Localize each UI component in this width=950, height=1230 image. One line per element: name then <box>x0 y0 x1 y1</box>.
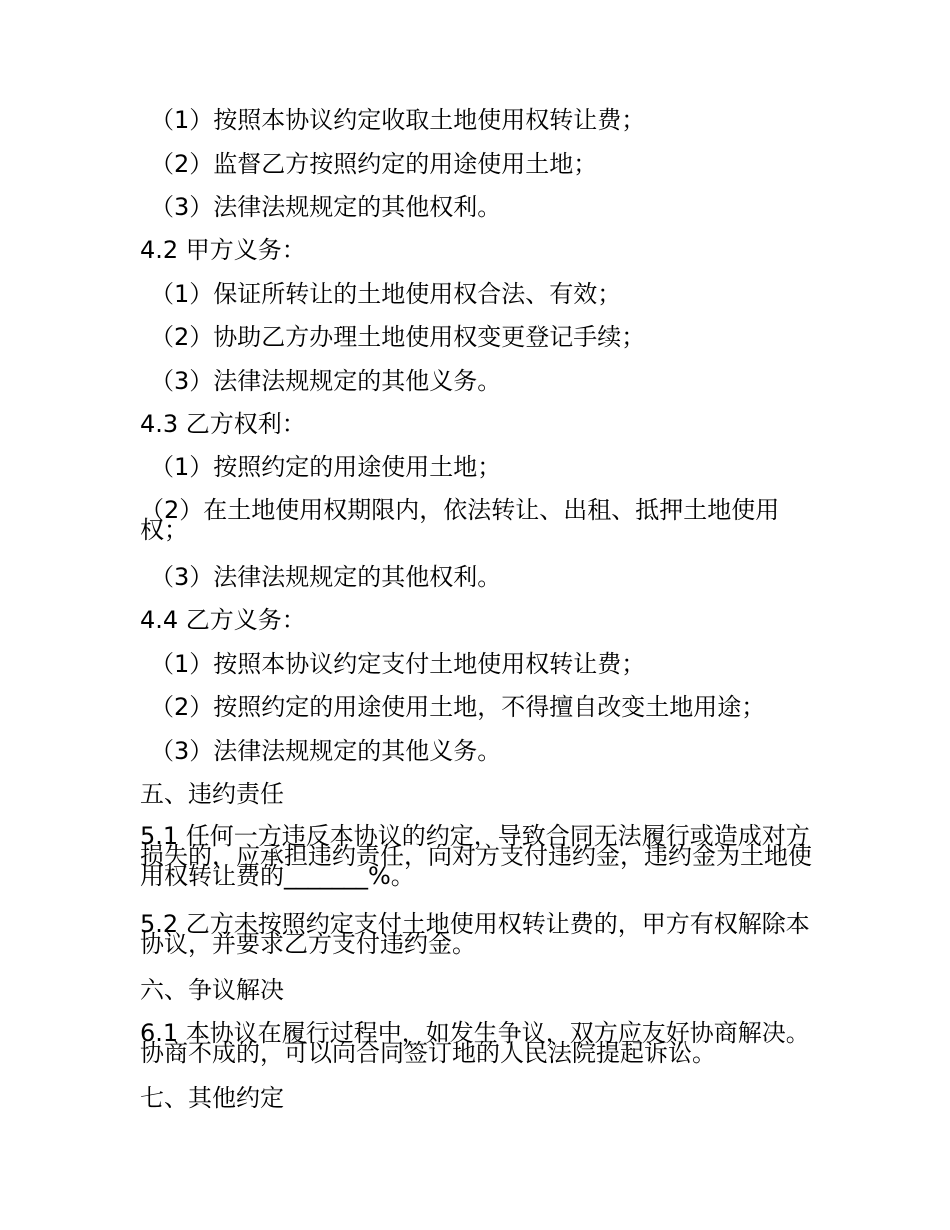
clause-line: （2）监督乙方按照约定的用途使用土地； <box>150 150 598 178</box>
section-heading: 4.3 乙方权利： <box>140 410 306 438</box>
clause-line: （1）按照约定的用途使用土地； <box>150 453 502 481</box>
clause-line: （3）法律法规规定的其他权利。 <box>150 193 502 221</box>
clause-line: （3）法律法规规定的其他义务。 <box>150 737 502 765</box>
chapter-heading: 七、其他约定 <box>140 1084 284 1112</box>
clause-line: （2）协助乙方办理土地使用权变更登记手续； <box>150 323 646 351</box>
clause-paragraph: 5.2 乙方未按照约定支付土地使用权转让费的，甲方有权解除本协议，并要求乙方支付违约金。 <box>140 910 810 958</box>
clause-line: （1）保证所转让的土地使用权合法、有效； <box>150 280 622 308</box>
clause-line: （3）法律法规规定的其他义务。 <box>150 367 502 395</box>
clause-line: （1）按照本协议约定支付土地使用权转让费； <box>150 650 646 678</box>
chapter-heading: 五、违约责任 <box>140 780 284 808</box>
clause-line: （3）法律法规规定的其他权利。 <box>150 563 502 591</box>
clause-line: （2）按照约定的用途使用土地，不得擅自改变土地用途； <box>150 693 766 721</box>
section-heading: 4.2 甲方义务： <box>140 236 306 264</box>
clause-paragraph: 6.1 本协议在履行过程中，如发生争议，双方应友好协商解决。协商不成的，可以向合同签订地的人民法院提起诉讼。 <box>140 1019 810 1067</box>
clause-paragraph: （2）在土地使用权期限内，依法转让、出租、抵押土地使用权； <box>140 496 780 544</box>
clause-line: （1）按照本协议约定收取土地使用权转让费； <box>150 106 646 134</box>
clause-paragraph: 5.1 任何一方违反本协议的约定，导致合同无法履行或造成对方损失的，应承担违约责任，向对方支付违约金，违约金为土地使用权转让费的_______%。 <box>140 822 812 890</box>
section-heading: 4.4 乙方义务： <box>140 606 306 634</box>
chapter-heading: 六、争议解决 <box>140 976 284 1004</box>
